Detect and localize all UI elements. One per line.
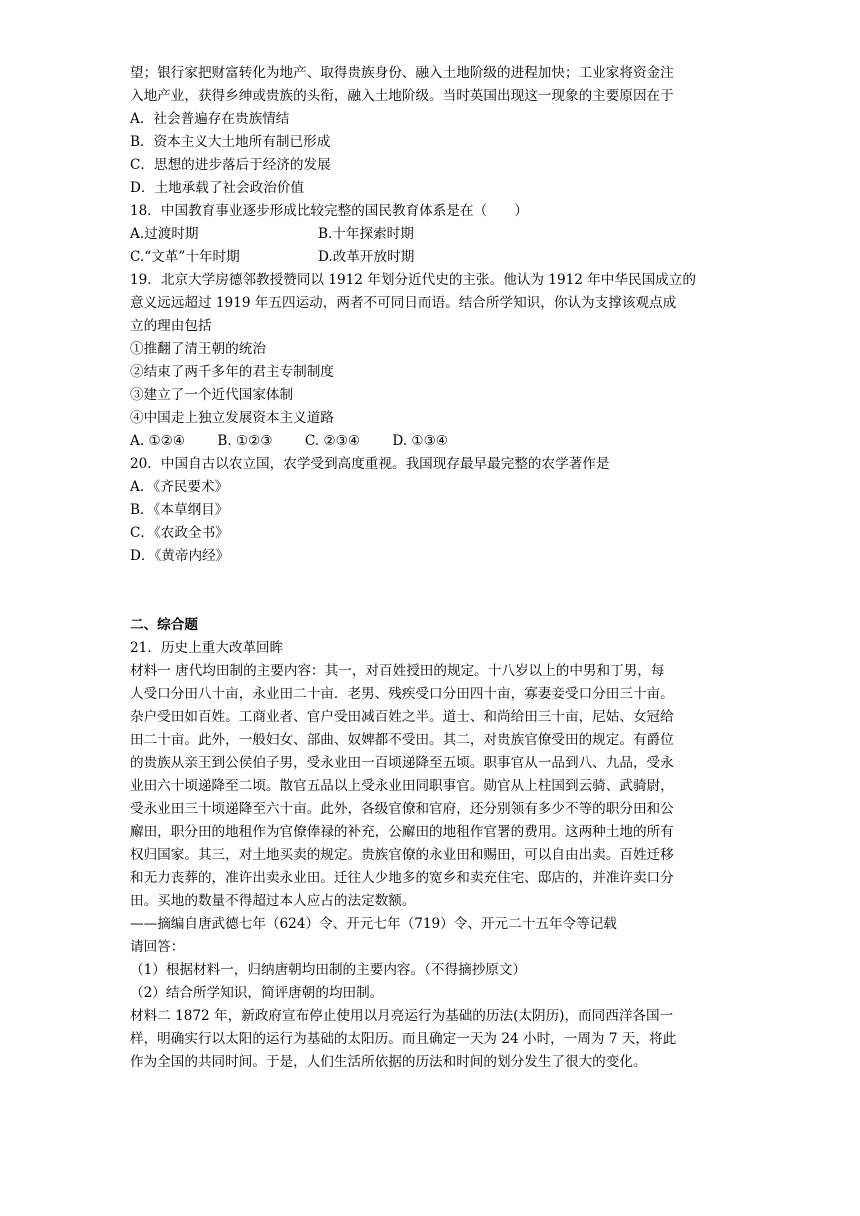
material1-line: 的贵族从亲王到公侯伯子男，受永业田一百顷递降至五顷。职事官从一品到八、九品，受永: [130, 755, 674, 771]
question-17: [130, 62, 734, 200]
material2-line: 作为全国的共同时间。于是，人们生活所依据的历法和时间的划分发生了很大的变化。: [130, 1054, 647, 1070]
material1-line: 受永业田三十顷递降至六十亩。此外，各级官僚和官府，还分别领有多少不等的职分田和公: [130, 801, 674, 817]
material1-line: 权归国家。其三，对土地买卖的规定。贵族官僚的永业田和赐田，可以自由出卖。百姓迁移: [130, 847, 674, 863]
sub-question-2: （2）结合所学知识，简评唐朝的均田制。: [130, 985, 384, 1001]
material1-line: 和无力丧葬的，准许出卖永业田。迁往人少地多的宽乡和卖充住宅、邸店的，并准许卖口分: [130, 870, 674, 886]
q18-options-row: [130, 223, 734, 246]
section-spacer: [130, 568, 734, 614]
q17-option-d: D．土地承载了社会政治价值: [130, 180, 305, 196]
material-1: [130, 660, 734, 913]
q17-line: 望；银行家把财富转化为地产、取得贵族身份、融入土地阶级的进程加快；工业家将资金注: [130, 65, 674, 81]
q19-option-d: D. ①③④: [392, 433, 448, 449]
section-title: 二、综合题: [130, 617, 198, 633]
q19-item-1: ①推翻了清王朝的统治: [130, 341, 266, 357]
material1-line: 杂户受田如百姓。工商业者、官户受田减百姓之半。道士、和尚给田三十亩，尼姑、女冠给: [130, 709, 674, 725]
q20-option-c: C．《农政全书》: [130, 525, 229, 541]
q17-option-b: B．资本主义大土地所有制已形成: [130, 134, 331, 150]
q19-stem-line: 意义远远超过 1919 年五四运动，两者不可同日而语。结合所学知识，你认为支撑该观点成: [130, 295, 677, 311]
material1-line: 廨田，职分田的地租作为官僚俸禄的补充，公廨田的地租作官署的费用。这两种土地的所有: [130, 824, 674, 840]
question-20: [130, 453, 734, 568]
answer-prompt: 请回答：: [130, 939, 185, 955]
material1-line: 田。买地的数量不得超过本人应占的法定数额。: [130, 893, 416, 909]
q20-stem: 20．中国自古以农立国，农学受到高度重视。我国现存最早最完整的农学著作是: [130, 456, 610, 472]
section-comprehensive: [130, 614, 734, 1074]
question-18: [130, 200, 734, 269]
q18-option-d: D.改革开放时期: [318, 249, 415, 265]
material1-line: 人受口分田八十亩，永业田二十亩．老男、残疾受口分田四十亩，寡妻妾受口分田三十亩。: [130, 686, 674, 702]
q17-option-c: C．思想的进步落后于经济的发展: [130, 157, 331, 173]
material2-line: 样，明确实行以太阳的运行为基础的太阳历。而且确定一天为 24 小时，一周为 7 天，将此: [130, 1031, 677, 1047]
q19-item-2: ②结束了两千多年的君主专制制度: [130, 364, 334, 380]
q20-option-a: A．《齐民要术》: [130, 479, 229, 495]
q18-stem: 18．中国教育事业逐步形成比较完整的国民教育体系是在（ ）: [130, 203, 528, 219]
q17-option-a: A．社会普遍存在贵族情结: [130, 111, 290, 127]
q20-option-b: B．《本草纲目》: [130, 502, 229, 518]
q21-title: 21．历史上重大改革回眸: [130, 640, 284, 656]
q19-option-c: C. ②③④: [304, 433, 361, 449]
q18-option-b: B.十年探索时期: [318, 226, 414, 242]
q19-options-row: [130, 430, 734, 453]
material1-line: 业田六十顷递降至二顷。散官五品以上受永业田同职事官。勋官从上柱国到云骑、武骑尉，: [130, 778, 674, 794]
q19-option-b: B. ①②③: [217, 433, 273, 449]
q19-item-3: ③建立了一个近代国家体制: [130, 387, 294, 403]
q19-stem-line: 立的理由包括: [130, 318, 212, 334]
q20-option-d: D．《黄帝内经》: [130, 548, 230, 564]
q19-stem-line: 19．北京大学房德邻教授赞同以 1912 年划分近代史的主张。他认为 1912 年中华民国成立的: [130, 272, 696, 288]
material2-line: 材料二 1872 年，新政府宣布停止使用以月亮运行为基础的历法(太阴历)，而同西洋各国一: [130, 1008, 674, 1024]
q17-line: 入地产业，获得乡绅或贵族的头衔，融入土地阶级。当时英国出现这一现象的主要原因在于: [130, 88, 674, 104]
q19-item-4: ④中国走上独立发展资本主义道路: [130, 410, 334, 426]
q19-option-a: A. ①②④: [130, 433, 186, 449]
material1-line: 田二十亩。此外，一般妇女、部曲、奴婢都不受田。其二，对贵族官僚受田的规定。有爵位: [130, 732, 674, 748]
q18-options-row: [130, 246, 734, 269]
material1-line: 材料一 唐代均田制的主要内容：其一，对百姓授田的规定。十八岁以上的中男和丁男，每: [130, 663, 665, 679]
sub-question-1: （1）根据材料一，归纳唐朝均田制的主要内容。（不得摘抄原文）: [130, 962, 527, 978]
material1-source: ——摘编自唐武德七年（624）令、开元七年（719）令、开元二十五年令等记载: [130, 916, 617, 932]
question-19: [130, 269, 734, 453]
material-2: [130, 1005, 734, 1074]
q18-option-a: A.过渡时期: [130, 226, 199, 242]
exam-page: [130, 62, 734, 1074]
q18-option-c: C.“文革”十年时期: [130, 249, 240, 265]
